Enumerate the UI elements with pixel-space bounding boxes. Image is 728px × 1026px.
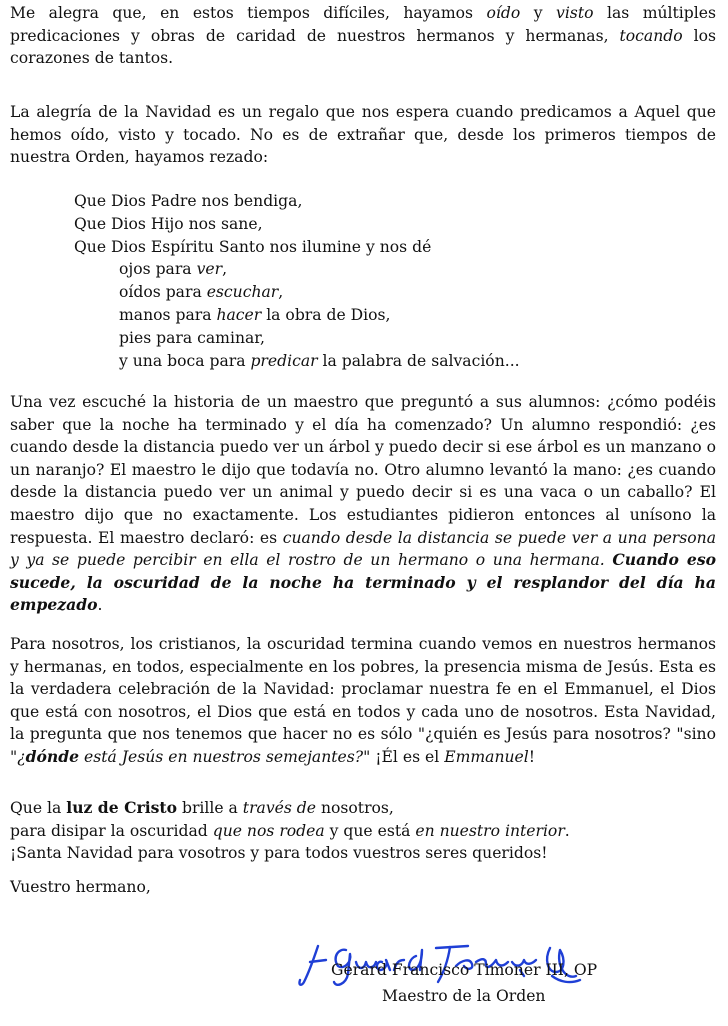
emphasis: visto bbox=[556, 4, 594, 22]
prayer-line: Que Dios Espíritu Santo nos ilumine y nos dé bbox=[74, 237, 432, 256]
emphasis: hacer bbox=[216, 305, 262, 324]
text: Me alegra que, en estos tiempos difíciles, hayamos bbox=[10, 4, 487, 22]
text: oídos para bbox=[119, 283, 207, 302]
text: brille a bbox=[177, 799, 243, 817]
signatory-role: Maestro de la Orden bbox=[382, 987, 546, 1005]
emphasis: escuchar bbox=[206, 283, 279, 302]
emphasis: cuando desde la distancia se puede ver a una persona y ya se puede percibir en ella el rostro de un hermano o una hermana. bbox=[10, 528, 716, 570]
prayer-line bbox=[74, 304, 520, 327]
text: , bbox=[278, 283, 284, 302]
emphasis: en nuestro interior bbox=[415, 821, 565, 840]
text: la obra de Dios, bbox=[261, 305, 391, 324]
text: ! bbox=[528, 747, 536, 766]
closing-blessing bbox=[10, 797, 716, 865]
paragraph-2: La alegría de la Navidad es un regalo que nos espera cuando predicamos a Aquel que hemos oído, visto y tocado. No es de extrañar que, desde los primeros tiempos de nuestra Orden, hayamos rezado: bbox=[10, 103, 716, 167]
text: y bbox=[520, 4, 557, 22]
text: la palabra de salvación... bbox=[317, 351, 520, 370]
text: . bbox=[97, 596, 103, 615]
signatory-name: Gerard Francisco Timoner III, OP bbox=[331, 961, 598, 979]
strong-emphasis: dónde bbox=[25, 746, 80, 766]
text: y que está bbox=[324, 821, 416, 840]
text: para disipar la oscuridad bbox=[10, 821, 213, 840]
emphasis: ¿ bbox=[17, 747, 26, 766]
paragraph-3 bbox=[10, 391, 716, 617]
text: , bbox=[222, 260, 228, 279]
closing-line: ¡Santa Navidad para vosotros y para todos vuestros seres queridos! bbox=[10, 844, 548, 863]
valediction: Vuestro hermano, bbox=[10, 878, 151, 896]
text: nosotros, bbox=[316, 799, 394, 817]
text: Que la bbox=[10, 799, 67, 817]
emphasis: está Jesús en nuestros semejantes? bbox=[79, 747, 364, 766]
text: y una boca para bbox=[119, 351, 251, 370]
emphasis: predicar bbox=[250, 351, 318, 370]
text: Una vez escuché la historia de un maestro que preguntó a sus alumnos: ¿cómo podéis saber que la noche ha terminado y el día ha comenzado? Un alumno respondió: ¿es cuando desde la distancia puedo ver un árbol y puedo decir si ese árbol es un manzano o un naranjo? El maestro le dijo que todavía no. Otro alumno levantó la mano: ¿es cuando desde la distancia puedo ver un animal y puedo decir si es una vaca o un caballo? El maestro dijo que no exactamente. Los estudiantes pidieron entonces al unísono la respuesta. El maestro declaró: es bbox=[10, 393, 716, 547]
text: Para nosotros, los cristianos, la oscuridad termina cuando vemos en nuestros hermanos y hermanas, en todos, especialmente en los pobres, la presencia misma de Jesús. Esta es la verdadera celebración de la Navidad: proclamar nuestra fe en el Emmanuel, el Dios que está con nosotros, el Dios que está en todos y cada uno de nosotros. Esta Navidad, la pregunta que nos tenemos que hacer no es sólo "¿quién es Jesús para nosotros? "sino " bbox=[10, 635, 716, 766]
emphasis: tocando bbox=[619, 26, 683, 45]
text: las múltiples predicaciones y obras de caridad de nuestros hermanos y hermanas, bbox=[10, 4, 716, 45]
emphasis: ver bbox=[196, 260, 223, 279]
paragraph-1 bbox=[10, 2, 716, 70]
prayer-block bbox=[74, 190, 520, 372]
prayer-line: pies para caminar, bbox=[119, 328, 265, 347]
closing-line bbox=[10, 797, 716, 820]
closing-line bbox=[10, 820, 716, 843]
emphasis: Emmanuel bbox=[444, 747, 529, 766]
emphasis: que nos rodea bbox=[212, 821, 325, 840]
emphasis: oído bbox=[486, 4, 521, 22]
prayer-line: Que Dios Hijo nos sane, bbox=[74, 214, 263, 233]
strong: luz de Cristo bbox=[66, 798, 177, 817]
prayer-line: Que Dios Padre nos bendiga, bbox=[74, 192, 303, 210]
text: " ¡Él es el bbox=[363, 747, 445, 766]
paragraph-4 bbox=[10, 633, 716, 769]
text: manos para bbox=[119, 305, 217, 324]
text: . bbox=[564, 821, 570, 840]
prayer-line bbox=[74, 281, 520, 304]
prayer-line bbox=[74, 258, 520, 281]
text: los corazones de tantos. bbox=[10, 26, 716, 68]
handwritten-signature bbox=[290, 936, 590, 1026]
text: ojos para bbox=[119, 260, 197, 279]
prayer-line bbox=[74, 350, 520, 373]
emphasis: través de bbox=[242, 799, 317, 817]
strong-emphasis: Cuando eso sucede, la oscuridad de la noche ha terminado y el resplandor del día ha empezado bbox=[10, 550, 716, 615]
